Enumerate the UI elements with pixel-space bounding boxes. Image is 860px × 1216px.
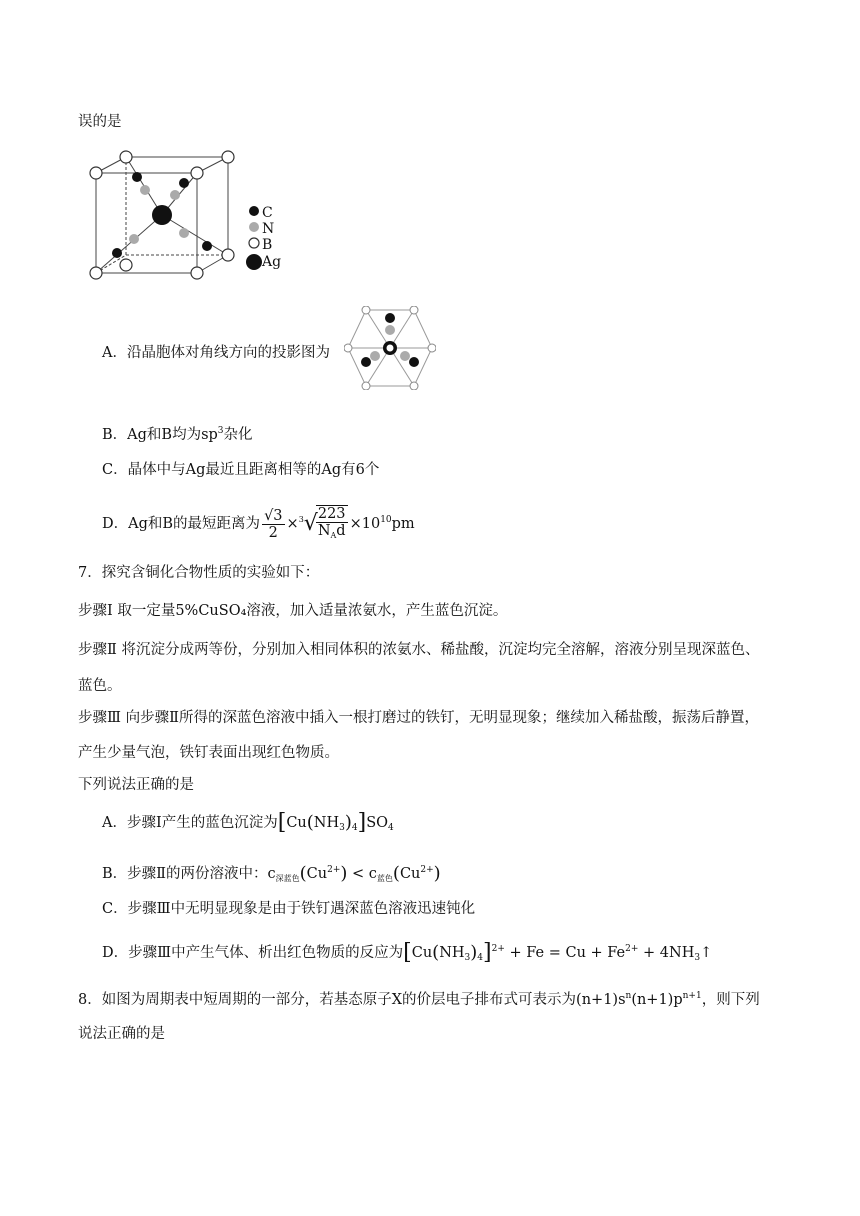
q7-step3-line2: 产生少量气泡，铁钉表面出现红色物质。: [78, 745, 339, 761]
q6-option-d: D．Ag和B的最短距离为 $\frac{√3}{2}$ ×$^3$√ $\frac{223}{N_Ad}$ $\times 10^{10}pm$: [102, 502, 415, 538]
legend-ag: Ag: [262, 254, 282, 270]
q7-step2-line2: 蓝色。: [78, 678, 122, 694]
legend-b: B: [262, 237, 273, 253]
q7-step3-line1: 步骤Ⅲ 向步骤Ⅱ所得的深蓝色溶液中插入一根打磨过的铁钉，无明显现象；继续加入稀盐酸，振荡后静置，: [78, 710, 759, 726]
projection-figure: [344, 306, 436, 390]
q6-option-b: B．Ag和B均为$sp^3$杂化: [102, 426, 253, 443]
q6-option-a: A．沿晶胞体对角线方向的投影图为: [102, 345, 330, 361]
q7-step1: 步骤Ⅰ 取一定量5%CuSO₄溶液，加入适量浓氨水，产生蓝色沉淀。: [78, 603, 508, 619]
q7-question: 下列说法正确的是: [78, 777, 194, 793]
q7-step2-line1: 步骤Ⅱ 将沉淀分成两等份，分别加入相同体积的浓氨水、稀盐酸，沉淀均完全溶解，溶液分别呈现深蓝色、: [78, 642, 760, 658]
legend-n: N: [262, 221, 275, 237]
q8-line2: 说法正确的是: [78, 1026, 165, 1042]
crystal-cell-figure: [82, 145, 292, 285]
q7-option-d: D．步骤Ⅲ中产生气体、析出红色物质的反应为$[Cu(NH_3)_4]^{2+} + Fe = Cu + Fe^{2+}$ + $4NH_3↑$: [102, 940, 713, 965]
q7-option-a: A．步骤Ⅰ产生的蓝色沉淀为$[Cu(NH_3)_4]SO_4$: [102, 810, 394, 835]
legend-c: C: [262, 205, 273, 221]
q7-option-c: C．步骤Ⅲ中无明显现象是由于铁钉遇深蓝色溶液迅速钝化: [102, 901, 476, 917]
intro-text: 误的是: [78, 114, 122, 130]
q8-line1: 8．如图为周期表中短周期的一部分，若基态原子X的价层电子排布式可表示为$(n+1)s^n(n+1)p^{n+1}$，则下列: [78, 991, 760, 1008]
q7-title: 7．探究含铜化合物性质的实验如下：: [78, 565, 320, 581]
q6-option-c: C．晶体中与Ag最近且距离相等的Ag有6个: [102, 462, 380, 478]
q7-option-b: B．步骤Ⅱ的两份溶液中：$c_{深蓝色}(Cu^{2+}) < c_{蓝色}(Cu^{2+})$: [102, 863, 441, 884]
